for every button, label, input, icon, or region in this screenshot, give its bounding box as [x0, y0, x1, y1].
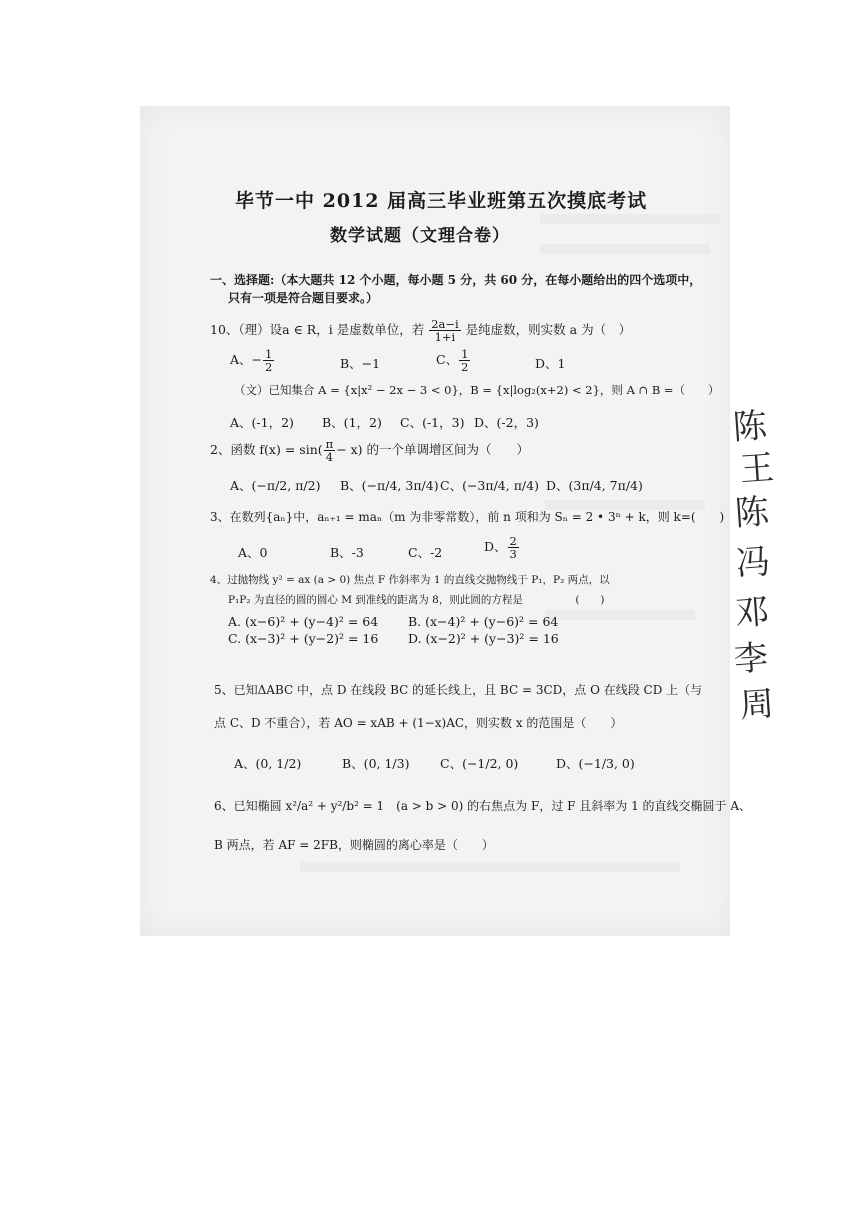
q6-line1: 6、已知椭圆 x²/a² + y²/b² = 1 (a > b > 0) 的右焦点为 F，过 F 且斜率为 1 的直线交椭圆于 A、	[214, 799, 752, 813]
q4-option-c: C. (x−3)² + (y−2)² = 16	[228, 631, 379, 646]
q10-wen-option-b: B、(1，2)	[322, 415, 382, 430]
q10-prefix: 10、（理）设	[210, 322, 283, 338]
handwritten-name-5: 邓	[733, 591, 771, 635]
q10-frac-num: 2a−i	[431, 317, 459, 331]
handwritten-name-2: 王	[738, 447, 776, 491]
q3-option-d-num: 2	[509, 534, 517, 548]
q4-option-b: B. (x−4)² + (y−6)² = 64	[408, 614, 559, 629]
q10-option-a-num: 1	[265, 347, 273, 361]
q10-option-a-label: A、−	[230, 352, 263, 368]
q10-option-c	[436, 348, 471, 373]
q5-option-c: C、(−1/2, 0)	[440, 756, 519, 771]
q2-frac-den: 4	[325, 450, 334, 465]
q10-stem-end: 是纯虚数，则实数 a 为（ ）	[465, 322, 632, 338]
q10-wen-option-a: A、(-1，2)	[230, 415, 294, 430]
q4-line1: 4、过抛物线 y² = ax (a > 0) 焦点 F 作斜率为 1 的直线交抛物线于 P₁，P₂ 两点，以	[210, 574, 610, 586]
q2-fraction	[324, 438, 336, 463]
question-3: 3、在数列{aₙ}中，aₙ₊₁ = maₙ（m 为非零常数），前 n 项和为 Sₙ = 2 • 3ⁿ + k，则 k=( )	[210, 510, 725, 524]
q2-stem-b: − x) 的一个单调增区间为（ ）	[336, 442, 530, 458]
q2-option-b: B、(−π/4, 3π/4)	[340, 478, 439, 493]
q10-option-a-frac	[263, 348, 274, 373]
handwritten-name-6: 李	[732, 637, 770, 681]
q10-fraction	[429, 318, 461, 343]
exam-title: 毕节一中 2012 届高三毕业班第五次摸底考试	[235, 190, 648, 212]
q10-option-a	[230, 348, 275, 373]
q10-option-c-den: 2	[461, 360, 469, 375]
q10-wen-option-d: D、(-2，3)	[474, 415, 539, 430]
q4-option-a: A. (x−6)² + (y−4)² = 64	[228, 614, 379, 629]
handwritten-name-4: 冯	[734, 541, 772, 585]
q4-option-d: D. (x−2)² + (y−3)² = 16	[408, 631, 559, 646]
handwritten-name-7: 周	[738, 683, 776, 727]
handwritten-name-3: 陈	[733, 491, 771, 535]
q5-option-d: D、(−1/3, 0)	[556, 756, 635, 771]
bleed-through	[300, 862, 680, 872]
q10-frac-den: 1+i	[434, 330, 456, 345]
q3-option-d-den: 3	[509, 547, 517, 562]
bleed-through	[545, 500, 705, 510]
q5-option-a: A、(0, 1/2)	[234, 756, 302, 771]
q2-stem-a: 2、函数 f(x) = sin(	[210, 442, 323, 458]
section-header-line2: 只有一项是符合题目要求。）	[228, 291, 379, 305]
q10-option-c-frac	[459, 348, 470, 373]
q2-option-a: A、(−π/2, π/2)	[230, 478, 321, 493]
q10-option-a-den: 2	[265, 360, 273, 375]
q10-stem-mid: a ∈ R，i 是虚数单位，若	[282, 322, 425, 338]
bleed-through	[540, 244, 710, 254]
question-10	[210, 318, 631, 343]
q10-option-d: D、1	[535, 356, 566, 371]
q10-wen-stem: （文）已知集合 A = {x|x² − 2x − 3 < 0}，B = {x|log₂(x+2) < 2}，则 A ∩ B =（ ）	[234, 383, 720, 397]
q4-line2: P₁P₂ 为直径的圆的圆心 M 到准线的距离为 8，则此圆的方程是 ( )	[228, 594, 605, 606]
q5-line1: 5、已知ΔABC 中，点 D 在线段 BC 的延长线上，且 BC = 3CD，点 O 在线段 CD 上（与	[214, 683, 703, 697]
handwritten-name-1: 陈	[731, 405, 769, 449]
section-header-line1: 一、选择题:（本大题共 12 个小题，每小题 5 分，共 60 分，在每小题给出的四个选项中，	[210, 273, 702, 287]
q6-line2: B 两点，若 AF = 2FB，则椭圆的离心率是（ ）	[214, 838, 494, 852]
q10-option-b: B、−1	[340, 356, 381, 371]
q2-option-d: D、(3π/4, 7π/4)	[546, 478, 643, 493]
q3-option-b: B、-3	[330, 545, 364, 560]
q5-line2: 点 C、D 不重合），若 AO = xAB + (1−x)AC，则实数 x 的范围是（ ）	[214, 716, 623, 730]
q3-option-d-label: D、	[484, 539, 507, 555]
q2-frac-num: π	[325, 437, 334, 451]
q5-option-b: B、(0, 1/3)	[342, 756, 410, 771]
q10-option-c-num: 1	[461, 347, 469, 361]
bleed-through	[540, 214, 720, 224]
bleed-through	[545, 610, 695, 620]
q3-option-c: C、-2	[408, 545, 443, 560]
q10-wen-option-c: C、(-1，3)	[400, 415, 465, 430]
q10-option-c-label: C、	[436, 352, 459, 368]
q3-option-d	[484, 535, 520, 560]
q2-option-c: C、(−3π/4, π/4)	[440, 478, 539, 493]
question-2	[210, 438, 529, 463]
q3-option-a: A、0	[238, 545, 268, 560]
exam-subtitle: 数学试题（文理合卷）	[330, 226, 510, 246]
q3-option-d-frac	[508, 535, 519, 560]
